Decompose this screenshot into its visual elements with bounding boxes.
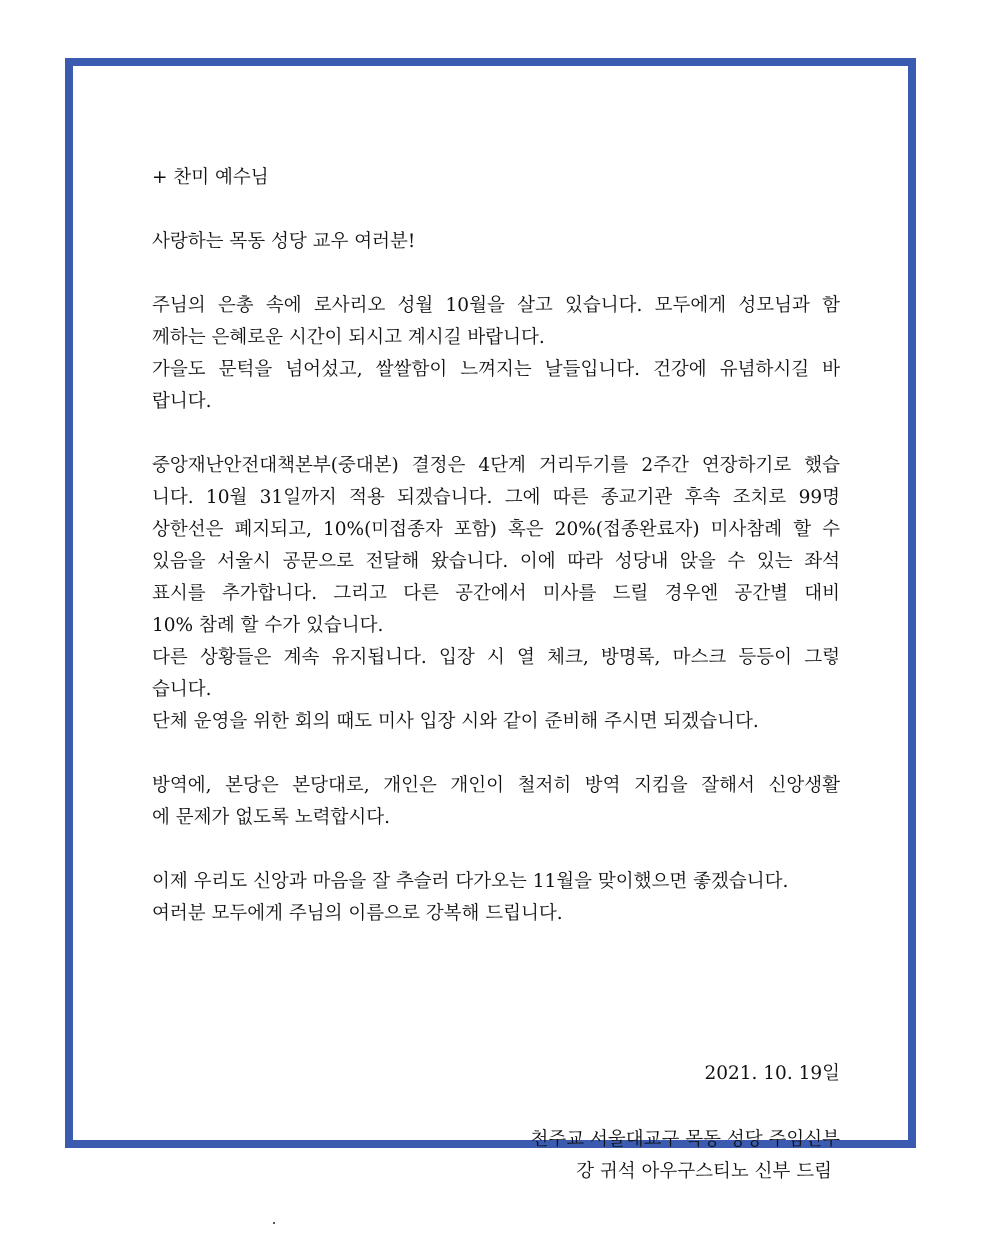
paragraph-line: 께하는 은혜로운 시간이 되시고 계시길 바랍니다. xyxy=(152,327,545,348)
letter-frame xyxy=(65,58,916,1182)
paragraph-line: 방역에, 본당은 본당대로, 개인은 개인이 철저히 방역 지킴을 잘해서 신앙생활 xyxy=(152,775,840,796)
letter-date: 2021. 10. 19일 xyxy=(704,1063,840,1084)
paragraph-line: 단체 운영을 위한 회의 때도 미사 입장 시와 같이 준비해 주시면 되겠습니다. xyxy=(152,711,759,732)
paragraph-line: 주님의 은총 속에 로사리오 성월 10월을 살고 있습니다. 모두에게 성모님과 함 xyxy=(152,295,840,316)
signature-title: 천주교 서울대교구 목동 성당 주임신부 xyxy=(530,1129,840,1150)
paragraph-3 xyxy=(152,770,840,834)
letter-body xyxy=(152,162,840,1182)
spacer xyxy=(152,258,840,290)
paragraph-line: 습니다. xyxy=(152,679,212,700)
spacer xyxy=(152,738,840,770)
paragraph-1 xyxy=(152,290,840,418)
paragraph-4 xyxy=(152,866,840,930)
stray-dot xyxy=(273,1222,275,1224)
signature-name: 강 귀석 아우구스티노 신부 드림 xyxy=(576,1161,832,1182)
paragraph-line: 랍니다. xyxy=(152,391,212,412)
greeting: 사랑하는 목동 성당 교우 여러분! xyxy=(152,231,416,252)
paragraph-2 xyxy=(152,450,840,738)
paragraph-line: 여러분 모두에게 주님의 이름으로 강복해 드립니다. xyxy=(152,903,563,924)
paragraph-line: 에 문제가 없도록 노력합시다. xyxy=(152,807,390,828)
spacer xyxy=(152,194,840,226)
paragraph-line: 상한선은 폐지되고, 10%(미접종자 포함) 혹은 20%(접종완료자) 미사참례 할 수 xyxy=(152,519,840,540)
spacer xyxy=(152,834,840,866)
letter-header: + 찬미 예수님 xyxy=(152,167,269,188)
paragraph-line: 니다. 10월 31일까지 적용 되겠습니다. 그에 따른 종교기관 후속 조치로 99명 xyxy=(152,487,840,508)
paragraph-line: 10% 참례 할 수가 있습니다. xyxy=(152,615,384,636)
paragraph-line: 중앙재난안전대책본부(중대본) 결정은 4단계 거리두기를 2주간 연장하기로 했습 xyxy=(152,455,840,476)
paragraph-line: 있음을 서울시 공문으로 전달해 왔습니다. 이에 따라 성당내 앉을 수 있는 좌석 xyxy=(152,551,840,572)
paragraph-line: 가을도 문턱을 넘어섰고, 쌀쌀함이 느껴지는 날들입니다. 건강에 유념하시길 바 xyxy=(152,359,840,380)
paragraph-line: 표시를 추가합니다. 그리고 다른 공간에서 미사를 드릴 경우엔 공간별 대비 xyxy=(152,583,840,604)
spacer xyxy=(152,418,840,450)
paragraph-line: 이제 우리도 신앙과 마음을 잘 추슬러 다가오는 11월을 맞이했으면 좋겠습니다. xyxy=(152,871,789,892)
paragraph-line: 다른 상황들은 계속 유지됩니다. 입장 시 열 체크, 방명록, 마스크 등등이 그렇 xyxy=(152,647,840,668)
